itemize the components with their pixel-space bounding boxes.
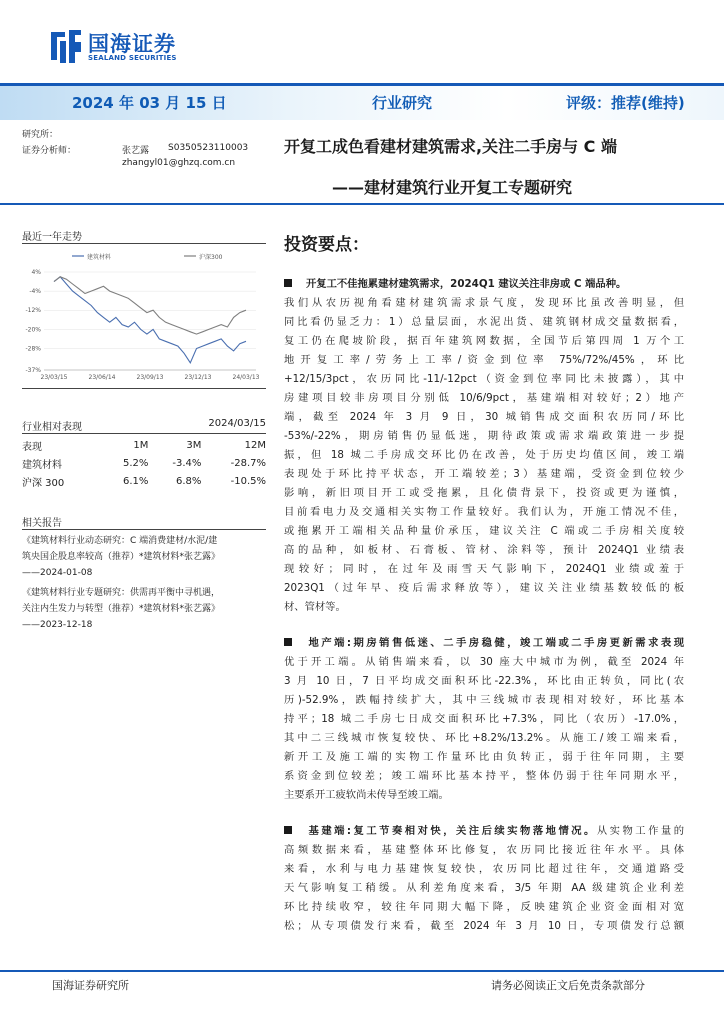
table-cell: -3.4% xyxy=(172,457,202,469)
table-cell: 6.8% xyxy=(175,475,202,487)
report-date-item: ——2024-01-08 xyxy=(22,568,93,578)
series-line xyxy=(54,277,246,363)
paragraph-line: +12/15/3pct，农历同比-11/-12pct（资金到位率同比未披露），其中 xyxy=(284,373,684,385)
y-tick-label: -4% xyxy=(29,288,41,296)
paragraph-line: 主要系开工疲软尚未传导至竣工端。 xyxy=(284,789,449,801)
report-line: 《建筑材料行业专题研究：供需再平衡中寻机遇， xyxy=(22,588,221,598)
table-header-cell: 表现 xyxy=(22,441,42,453)
y-tick-label: -37% xyxy=(25,367,41,374)
table-cell: 建筑材料 xyxy=(22,459,62,471)
paragraph-lead: 地产端:期房销售低迷、二手房稳健，竣工端或二手房更新需求表现 xyxy=(306,637,684,649)
paragraph-line: 历)-52.9%，跌幅持续扩大，其中三线城市表现相对较好，环比基本 xyxy=(284,694,684,706)
paragraph-line: 3 月 10 日，7 日平均成交面积环比-22.3%，环比由正转负，同比(农 xyxy=(284,675,684,687)
y-tick-label: -12% xyxy=(25,307,41,315)
footer-disclaimer: 请务必阅读正文后免责条款部分 xyxy=(491,979,645,992)
table-header-cell: 1M xyxy=(133,439,149,451)
related-reports xyxy=(22,533,266,637)
legend-label: 建筑材料 xyxy=(87,254,112,261)
paragraph-line: 高频数据来看，基建整体环比修复，农历同比接近往年水平。具体 xyxy=(284,844,684,856)
y-tick-label: -28% xyxy=(25,345,41,353)
bullet-icon xyxy=(284,279,292,287)
paragraph-line: 我们从农历视角看建材建筑需求景气度，发现环比虽改善明显，但 xyxy=(284,297,684,309)
reports-rule xyxy=(22,529,266,530)
paragraph-lead: 基建端:复工节奏相对快，关注后续实物落地情况。 xyxy=(306,825,597,837)
bullet-icon xyxy=(284,638,292,646)
paragraph-line: 房建项目较非房项目分别低 10/6/9pct，基建端相对较好；2）地产 xyxy=(284,392,684,404)
report-category: 行业研究 xyxy=(372,94,433,112)
investment-title: 投资要点： xyxy=(284,235,369,255)
paragraph-lead-line xyxy=(284,634,684,653)
paragraph-line: 同比看仍显乏力：1）总量层面，水泥出货、建筑钢材成交量数据看， xyxy=(284,316,684,328)
paragraph-line: 复工仍在爬坡阶段，据百年建筑网数据，全国节后第四周 1 万个工 xyxy=(284,335,684,347)
paragraph-line: 其中二三线城市恢复较快、环比+8.2%/13.2%。从施工/竣工端来看， xyxy=(284,732,684,744)
investment-paragraph-2 xyxy=(284,634,684,805)
report-title: 开复工成色看建材建筑需求,关注二手房与 C 端 xyxy=(284,137,617,156)
paragraph-lead-line xyxy=(284,275,684,294)
footer-institute: 国海证券研究所 xyxy=(52,979,129,992)
table-cell: 6.1% xyxy=(122,475,149,487)
researcher-label: 研究所： xyxy=(22,130,59,140)
table-header-cell: 12M xyxy=(244,439,266,451)
x-tick-label: 23/12/13 xyxy=(184,374,212,381)
report-link[interactable] xyxy=(22,585,266,617)
paragraph-line: 松；从专项债发行来看，截至 2024 年 3 月 10 日，专项债发行总额 xyxy=(284,920,684,932)
paragraph-line: 材、管材等。 xyxy=(284,601,346,613)
investment-paragraph-1 xyxy=(284,275,684,617)
report-subtitle: ——建材建筑行业开复工专题研究 xyxy=(332,178,573,197)
table-header-cell: 3M xyxy=(186,439,202,451)
paragraph-lead-line xyxy=(284,822,684,841)
paragraph-line: 新开工及施工端的实物工作量环比由负转正，弱于往年同期，主要 xyxy=(284,751,684,763)
table-row xyxy=(22,436,266,454)
paragraph-line: 系资金到位较差；竣工端环比基本持平，整体仍弱于往年同期水平， xyxy=(284,770,684,782)
paragraph-line: 持平；18 城二手房七日成交面积环比+7.3%，同比（农历）-17.0%， xyxy=(284,713,684,725)
performance-title: 行业相对表现 xyxy=(22,422,82,433)
report-line: 筑央国企股息率较高（推荐）*建筑材料*张艺露》 xyxy=(22,552,221,562)
x-tick-label: 23/06/14 xyxy=(88,374,116,381)
table-row xyxy=(22,472,266,490)
report-link[interactable] xyxy=(22,533,266,565)
table-cell: 沪深 300 xyxy=(22,477,65,489)
x-tick-label: 23/03/15 xyxy=(40,374,68,381)
trend-chart xyxy=(22,246,266,386)
report-line: 关注内生发力与转型（推荐）*建筑材料*张艺露》 xyxy=(22,604,221,614)
title-divider xyxy=(0,203,724,205)
paragraph-line: 来看，水利与电力基建恢复较快，农历同比超过往年，交通道路受 xyxy=(284,863,684,875)
x-tick-label: 24/03/13 xyxy=(232,374,260,381)
bullet-icon xyxy=(284,826,292,834)
table-cell: 5.2% xyxy=(122,457,149,469)
paragraph-line: 影响，新旧项目开工或受拖累，且化债背景下，投资或更为谨慎， xyxy=(284,487,684,499)
paragraph-line: 端，截至 2024 年 3 月 9 日，30 城销售成交面积农历同/环比 xyxy=(284,411,684,423)
paragraph-line: 环比持续收窄，较往年同期大幅下降，反映建筑企业资金面相对宽 xyxy=(284,901,684,913)
performance-rule xyxy=(22,433,266,434)
paragraph-line: 2023Q1（过年早、疫后需求释放等），建议关注业绩基数较低的板 xyxy=(284,582,684,594)
analyst-name: 张艺露 xyxy=(122,146,150,156)
report-date: 2024 年 03 月 15 日 xyxy=(72,94,227,112)
table-row xyxy=(22,454,266,472)
investment-paragraph-3 xyxy=(284,822,684,936)
report-date-item: ——2023-12-18 xyxy=(22,620,93,630)
legend-label: 沪深300 xyxy=(199,254,223,261)
trend-rule xyxy=(22,243,266,244)
performance-date: 2024/03/15 xyxy=(208,418,266,429)
chart-bottom-rule xyxy=(22,388,266,389)
brand-name-en: SEALAND SECURITIES xyxy=(88,54,177,62)
paragraph-line: 目前看电力及交通相关实物工作量较好。我们认为，开施工情况不佳， xyxy=(284,506,684,518)
analyst-cert: S0350523110003 xyxy=(168,143,249,153)
paragraph-line: 高的品种，如板材、石膏板、管材、涂料等，预计 2024Q1 业绩表 xyxy=(284,544,684,556)
paragraph-line: 或拖累开工端相关品种量价承压，建议关注 C 端或二手房相关度较 xyxy=(284,525,684,537)
table-cell: -10.5% xyxy=(230,475,266,487)
brand-logo xyxy=(50,26,200,70)
paragraph-lead-tail: 从实物工作量的 xyxy=(596,825,684,837)
series-line xyxy=(54,277,246,334)
paragraph-line: 现较好；同时，在过年及雨雪天气影响下，2024Q1 业绩或羞于 xyxy=(284,563,684,575)
paragraph-line: 表现处于环比持平状态，开工端较差；3）基建端，受资金到位较少 xyxy=(284,468,684,480)
sealand-logo-icon xyxy=(50,28,82,66)
paragraph-line: 天气影响复工稍缓。从利差角度来看，3/5 年期 AA 级建筑企业利差 xyxy=(284,882,684,894)
analyst-email[interactable]: zhangyl01@ghzq.com.cn xyxy=(122,158,236,168)
paragraph-line: 振，但 18 城二手房成交环比仍在改善，处于历史均值区间，竣工端 xyxy=(284,449,684,461)
analyst-label: 证券分析师： xyxy=(22,146,77,156)
paragraph-lead: 开复工不佳拖累建材建筑需求，2024Q1 建议关注非房或 C 端品种。 xyxy=(306,278,627,290)
paragraph-line: 地开复工率/劳务上工率/资金到位率 75%/72%/45%，环比 xyxy=(284,354,684,366)
footer-rule xyxy=(0,970,724,972)
performance-table xyxy=(22,436,266,490)
reports-section-title: 相关报告 xyxy=(22,518,62,529)
trend-section-title: 最近一年走势 xyxy=(22,232,82,243)
brand-name-cn: 国海证券 xyxy=(88,32,176,56)
y-tick-label: 4% xyxy=(31,269,41,276)
x-tick-label: 23/09/13 xyxy=(136,374,164,381)
y-tick-label: -20% xyxy=(25,326,41,334)
report-rating: 评级：推荐(维持) xyxy=(566,94,685,112)
paragraph-line: -53%/-22%，期房销售仍显低迷，期待政策或需求端政策进一步提 xyxy=(284,430,684,442)
paragraph-line: 优于开工端。从销售端来看，以 30 座大中城市为例，截至 2024 年 xyxy=(284,656,684,668)
table-cell: -28.7% xyxy=(230,457,266,469)
report-line: 《建筑材料行业动态研究：C 端消费建材/水泥/建 xyxy=(22,536,218,546)
performance-header xyxy=(22,418,266,432)
